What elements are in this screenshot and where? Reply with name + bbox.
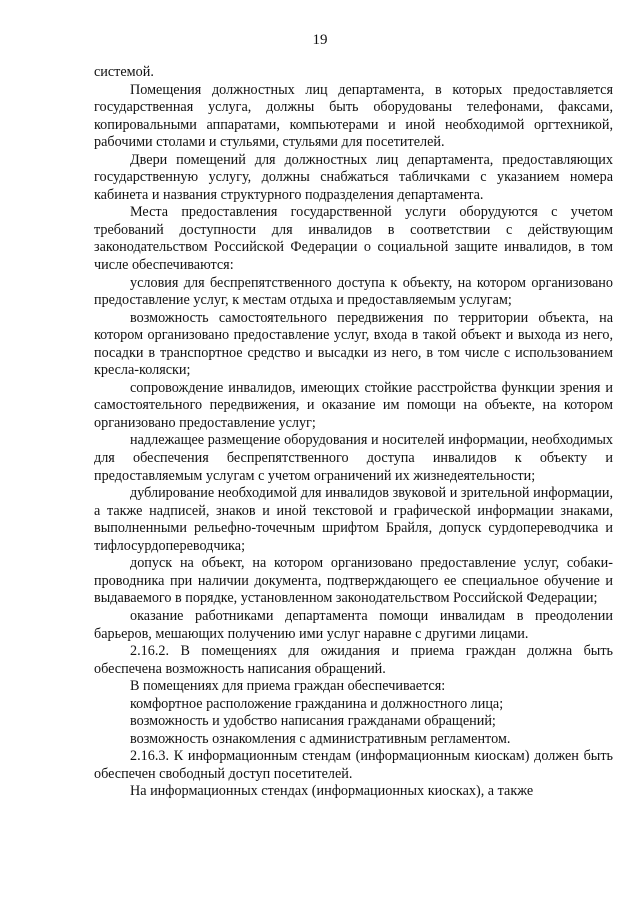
page-number: 19 [312,32,328,48]
paragraph: условия для беспрепятственного доступа к объекту, на котором организовано предоставление услуг, к местам отдыха и предоставляемым услугам; [94,274,613,309]
paragraph: надлежащее размещение оборудования и носителей информации, необходимых для обеспечения беспрепятственного доступа инвалидов к объекту и предоставляемым услугам с учетом ограничений их жизнедеятельности; [94,432,613,484]
paragraph: Помещения должностных лиц департамента, в которых предоставляется государственная услуга, должны быть оборудованы телефонами, факсами, копировальными аппаратами, компьютерами и иной необходимой оргтехникой, рабочими столами и стульями, стульями для посетителей. [94,81,613,151]
paragraph: системой. [94,64,154,80]
paragraph: дублирование необходимой для инвалидов звуковой и зрительной информации, а также надписей, знаков и иной текстовой и графической информации знаками, выполненными рельефно-точечным шрифтом Брайля, допуск сурдопереводчика и тифлосурдопереводчика; [94,485,613,554]
paragraph: Места предоставления государственной услуги оборудуются с учетом требований доступности для инвалидов в соответствии с действующим законодательством Российской Федерации о социальной защите инвалидов, в том числе обеспечиваются: [94,204,613,274]
document-body [94,64,613,801]
paragraph: На информационных стендах (информационных киосках), а также [130,783,534,800]
paragraph: возможность самостоятельного передвижения по территории объекта, на котором организовано предоставление услуг, входа в такой объект и выхода из него, посадки в транспортное средство и высадки из него, в том числе с использованием кресла-коляски; [94,309,613,379]
paragraph: В помещениях для приема граждан обеспечивается: [130,678,446,695]
paragraph: возможность ознакомления с административным регламентом. [130,730,511,747]
paragraph: 2.16.3. К информационным стендам (информационным киоскам) должен быть обеспечен свободный доступ посетителей. [94,748,613,782]
paragraph: возможность и удобство написания гражданами обращений; [130,713,496,730]
paragraph: 2.16.2. В помещениях для ожидания и приема граждан должна быть обеспечена возможность написания обращений. [94,643,613,677]
paragraph: оказание работниками департамента помощи инвалидам в преодолении барьеров, мешающих получению ими услуг наравне с другими лицами. [94,607,613,642]
paragraph: допуск на объект, на котором организовано предоставление услуг, собаки-проводника при наличии документа, подтверждающего ее специальное обучение и выдаваемого в порядке, установленном законодательством Российской Федерации; [94,555,613,607]
paragraph: сопровождение инвалидов, имеющих стойкие расстройства функции зрения и самостоятельного передвижения, и оказание им помощи на объекте, на котором организовано предоставление услуг; [94,379,613,431]
paragraph: комфортное расположение гражданина и должностного лица; [130,695,504,712]
paragraph: Двери помещений для должностных лиц департамента, предоставляющих государственную услугу, должны снабжаться табличками с указанием номера кабинета и названия структурного подразделения департамента. [94,151,613,203]
